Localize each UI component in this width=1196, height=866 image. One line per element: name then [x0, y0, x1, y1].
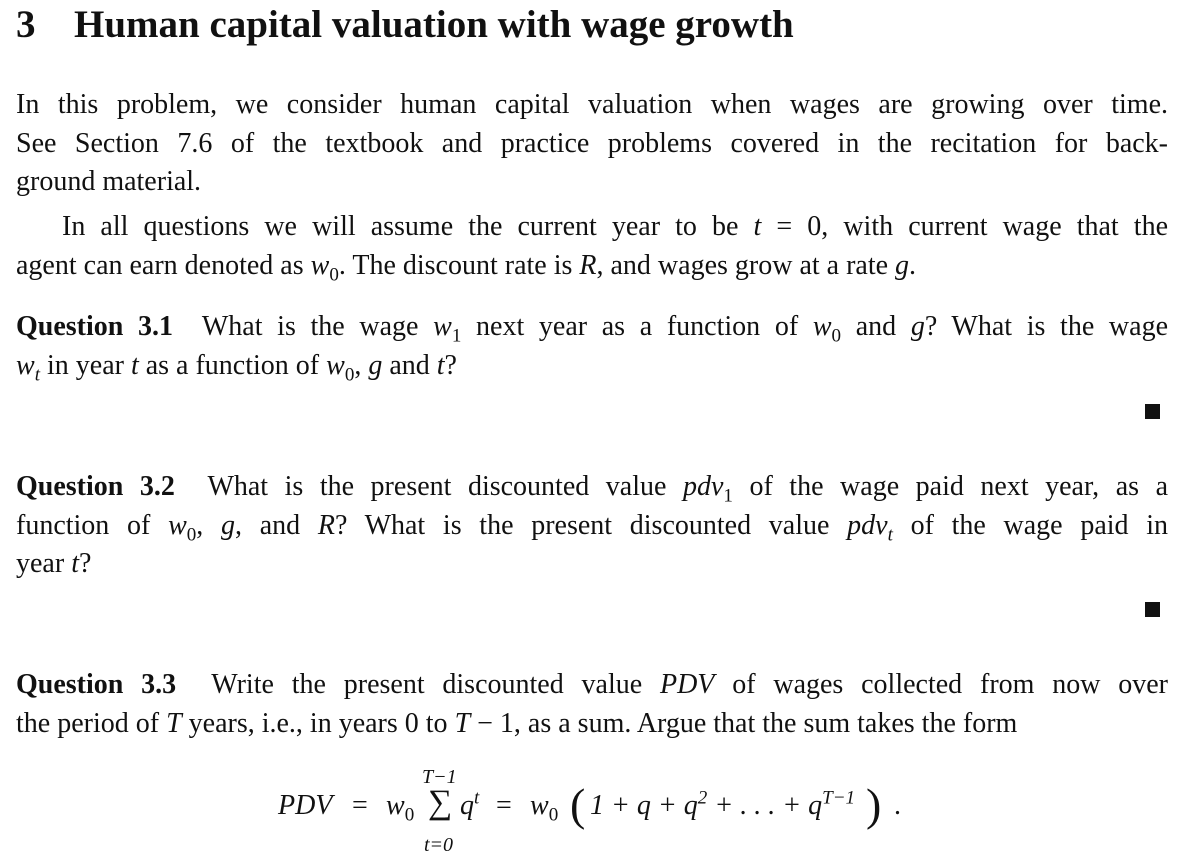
- question-line: $w_t$ in year t as a function of $w_0$, g and t?: [16, 349, 457, 386]
- question-line: year t?: [16, 548, 92, 579]
- intro-line: See Section 7.6 of the textbook and practice problems covered in the recitation for back-: [16, 127, 1168, 159]
- intro-line: ground material.: [16, 166, 202, 197]
- intro-line: agent can earn denoted as $w_0$. The discount rate is R, and wages grow at a rate g.: [16, 249, 917, 286]
- formula-w0: $w_0$: [386, 790, 415, 826]
- intro-line: In all questions we will assume the current year to be t = 0, with current wage that the: [62, 211, 1168, 242]
- question-label: Question 3.3: [16, 669, 177, 700]
- intro-line: In this problem, we consider human capital valuation when wages are growing over time.: [16, 89, 1168, 120]
- question-line: Question 3.3 Write the present discounted value PDV of wages collected from now over: [16, 669, 1169, 700]
- formula-lhs: PDV: [278, 790, 333, 821]
- intro-paragraph-1: [16, 86, 1168, 202]
- question-3-2: [16, 468, 1168, 584]
- left-paren: (: [570, 779, 586, 830]
- pdv-formula: [260, 766, 960, 860]
- formula-series: $1 + q + q^2$ + . . . + $q^{T-1}$: [590, 787, 856, 821]
- question-line: Question 3.1 What is the wage $w_1$ next year as a function of $w_0$ and g? What is the wage: [16, 311, 1169, 347]
- question-3-3: [16, 666, 1168, 743]
- question-line: the period of T years, i.e., in years 0 to T − 1, as a sum. Argue that the sum takes the form: [16, 707, 1018, 739]
- formula-w0-2: $w_0$: [530, 790, 559, 826]
- end-of-question-marker: [1145, 602, 1160, 617]
- question-3-1: [16, 308, 1168, 385]
- end-of-question-marker: [1145, 404, 1160, 419]
- section-number: 3: [16, 3, 36, 46]
- sum-upper-limit: T−1: [422, 766, 457, 788]
- question-line: Question 3.2 What is the present discounted value pdv$_1$ of the wage paid next year, as a: [16, 471, 1168, 507]
- section-title-text: Human capital valuation with wage growth: [74, 3, 794, 46]
- sum-symbol: ∑: [428, 784, 453, 821]
- question-label: Question 3.2: [16, 471, 175, 502]
- right-paren: ): [866, 779, 882, 830]
- question-line: function of $w_0$, g, and R? What is the present discounted value pdv$_t$ of the wage paid in: [16, 509, 1169, 546]
- section-title: [16, 2, 794, 47]
- formula-period: .: [894, 790, 901, 821]
- formula-equals-2: =: [496, 790, 512, 821]
- intro-paragraph-2: [16, 208, 1168, 285]
- formula-equals: =: [352, 790, 368, 821]
- formula-q-power-t: $q^t$: [460, 787, 480, 821]
- sum-lower-limit: t=0: [424, 834, 454, 856]
- question-label: Question 3.1: [16, 311, 174, 342]
